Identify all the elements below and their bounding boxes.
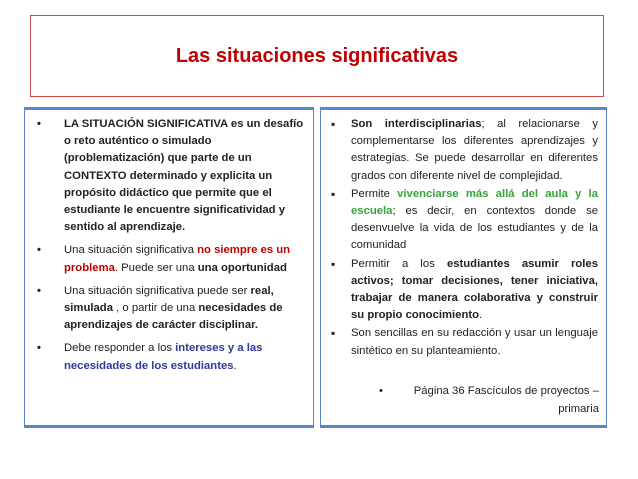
item-text: Una situación significativa — [64, 244, 198, 257]
highlight-text: no siempre es un problema — [64, 244, 291, 274]
right-panel — [320, 107, 607, 428]
bold-text: Son interdisciplinarias — [351, 118, 482, 130]
bold-text: necesidades de aprendizajes de carácter disciplinar. — [64, 302, 283, 332]
list-item — [329, 186, 598, 255]
item-text: Son sencillas en su redacción y usar un lenguaje sintético en su planteamiento. — [351, 327, 598, 357]
list-item — [329, 256, 598, 325]
item-text: . Puede ser una — [114, 261, 198, 274]
green-text: vivenciarse más allá del aula y la escuela — [351, 187, 598, 218]
left-list — [37, 116, 305, 375]
item-text: . — [479, 309, 483, 322]
list-item — [329, 116, 598, 185]
list-item — [329, 325, 598, 359]
bold-text: una oportunidad — [197, 261, 287, 274]
blue-text: intereses y a las necesidades de los estudiantes — [64, 342, 263, 372]
reference-bullet: • — [379, 384, 383, 397]
item-text: ; al relacionarse y complementarse los diferentes aprendizajes y estrategias. Se puede desarrollar en diferentes grados con diferente nivel de complejidad. — [351, 118, 598, 182]
list-item — [37, 340, 305, 374]
list-item — [37, 116, 305, 236]
list-item — [37, 283, 305, 335]
item-text: . — [233, 359, 237, 372]
title-box — [30, 15, 604, 97]
item-text: Permite — [351, 187, 398, 200]
item-text: Permitir a los — [351, 257, 447, 270]
list-item — [37, 242, 305, 276]
item-text: Una situación significativa puede ser — [64, 284, 251, 297]
bold-text: estudiantes asumir roles activos; tomar decisiones, tener iniciativa, trabajar de manera colaborativa y construir su propio conocimiento — [351, 257, 598, 322]
item-text: , o partir de una — [112, 302, 199, 315]
item-text: Debe responder a los — [64, 342, 176, 355]
bold-text: real, simulada — [64, 284, 274, 315]
item-text: LA SITUACIÓN SIGNIFICATIVA es un desafío o reto auténtico o simulado (problematización) que parte de un CONTEXTO determinado y explicita un propósito didáctico que permite que el estudiante le encuentre significatividad y sentido al aprendizaje. — [64, 118, 304, 234]
page-title: Las situaciones significativas — [175, 44, 459, 67]
item-text: ; es decir, en contextos donde se desenvuelve la vida de los estudiantes y de la comunidad — [351, 205, 598, 252]
reference-text: Página 36 Fascículos de proyectos – primaria — [413, 384, 599, 415]
reference — [329, 382, 598, 418]
left-panel — [24, 107, 314, 428]
right-list — [329, 116, 598, 360]
